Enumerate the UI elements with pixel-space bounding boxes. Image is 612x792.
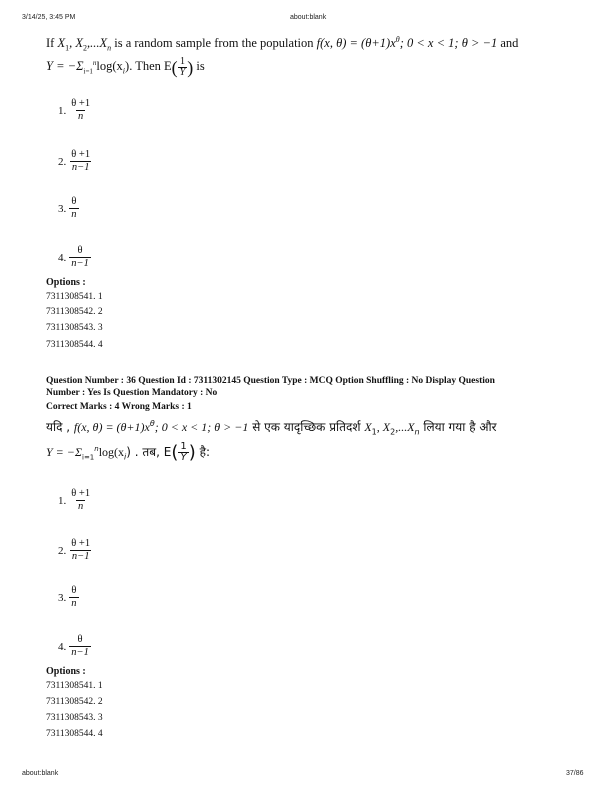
- q35-option-code-4: 7311308544. 4: [46, 340, 103, 350]
- q36-option-code-3: 7311308543. 3: [46, 713, 103, 723]
- q36-option-1: 1. $\frac{\theta +1}{n}$: [58, 488, 91, 512]
- q35-option-3: 3. $\frac{\theta}{n}$: [58, 196, 77, 220]
- page-number: 37/86: [566, 770, 584, 777]
- q35-option-4: 4. $\frac{\theta}{n-1}$: [58, 245, 89, 269]
- q35-stem-line2: $Y = -\Sigma_{i=1}^n\log(x_i)$. Then E( $\frac{1}{Y}$ ) is: [46, 55, 205, 78]
- q35-option-2: 2. $\frac{\theta +1}{n-1}$: [58, 149, 91, 173]
- q36-stem-line1: यदि , f(x, $\theta) = (\theta+1)x^\theta$; 0 < x < 1; θ > −1 से एक यादृच्छिक प्रतिदर्श $X_1$, $X_2,...X_n$ लिया गया है और: [46, 419, 497, 437]
- q36-option-4: 4. $\frac{\theta}{n-1}$: [58, 634, 89, 658]
- print-url: about:blank: [290, 14, 327, 21]
- q36-option-2: 2. $\frac{\theta +1}{n-1}$: [58, 538, 91, 562]
- q35-option-1: 1. $\frac{\theta +1}{n}$: [58, 98, 91, 122]
- q36-meta-line1: Question Number : 36 Question Id : 7311302145 Question Type : MCQ Option Shuffling : No Display Question: [46, 376, 495, 386]
- q36-option-code-4: 7311308544. 4: [46, 729, 103, 739]
- q36-stem-line2: $Y = -\Sigma_{i=1}^n\log(x_i)$ . तब, E( $\frac{1}{Y}$ ) है:: [46, 441, 210, 463]
- q35-stem-line1: If $X_1$, $X_2,...X_n$ is a random sample from the population f(x, $\theta) = (\theta+1)x^\theta$; 0 < x < 1; θ > −1 and: [46, 35, 519, 53]
- q36-option-code-2: 7311308542. 2: [46, 697, 103, 707]
- q36-options-label: Options :: [46, 666, 86, 677]
- footer-url: about:blank: [22, 770, 59, 777]
- q35-option-code-1: 7311308541. 1: [46, 292, 103, 302]
- q35-option-code-3: 7311308543. 3: [46, 323, 103, 333]
- q36-option-code-1: 7311308541. 1: [46, 681, 103, 691]
- q35-option-code-2: 7311308542. 2: [46, 307, 103, 317]
- q35-options-label: Options :: [46, 277, 86, 288]
- q36-meta-line3: Correct Marks : 4 Wrong Marks : 1: [46, 402, 192, 412]
- print-datetime: 3/14/25, 3:45 PM: [22, 14, 76, 21]
- q36-option-3: 3. $\frac{\theta}{n}$: [58, 585, 77, 609]
- q36-meta-line2: Number : Yes Is Question Mandatory : No: [46, 388, 218, 398]
